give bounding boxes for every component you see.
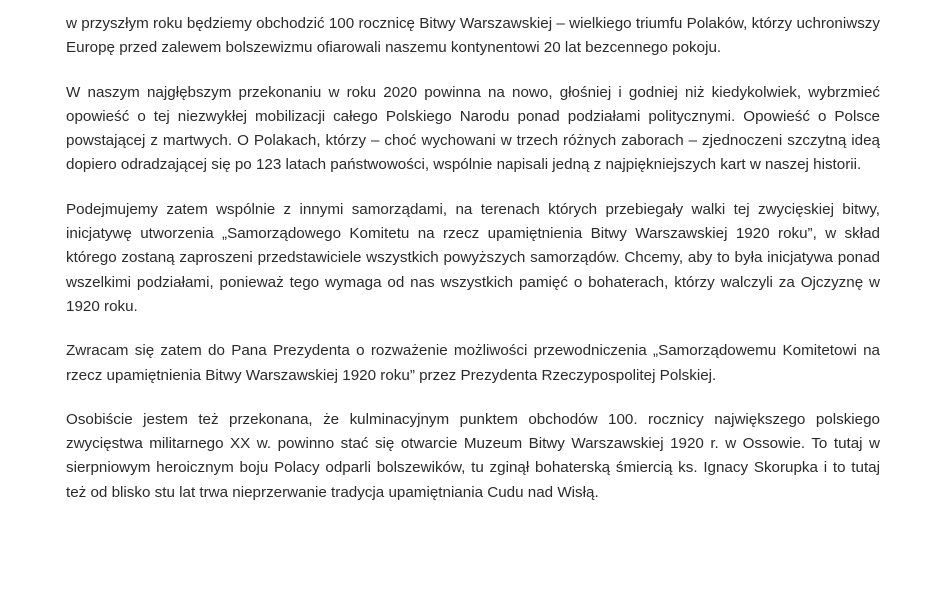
paragraph-museum-ossow: Osobiście jestem też przekonana, że kulminacyjnym punktem obchodów 100. rocznicy największego polskiego zwycięstwa militarnego XX w. powinno stać się otwarcie Muzeum Bitwy Warszawskiej 1920 r. w Ossowie. To tutaj w sierpniowym heroicznym boju Polacy odparli bolszewików, tu zginął bohaterską śmiercią ks. Ignacy Skorupka i to tutaj też od blisko stu lat trwa nieprzerwanie tradycja upamiętniania Cudu nad Wisłą. xyxy=(66,410,880,501)
paragraph-anniversary: w przyszłym roku będziemy obchodzić 100 rocznicę Bitwy Warszawskiej – wielkiego triumfu Polaków, którzy uchroniwszy Europę przed zalewem bolszewizmu ofiarowali naszemu kontynentowi 20 lat bezcennego pokoju. xyxy=(66,15,880,57)
paragraph-committee-initiative: Podejmujemy zatem wspólnie z innymi samorządami, na terenach których przebiegały walki tej zwycięskiej bitwy, inicjatywę utworzenia „Samorządowego Komitetu na rzecz upamiętnienia Bitwy Warszawskiej 1920 roku”, w skład którego zostaną zaproszeni przedstawiciele wszystkich powyższych samorządów. Chcemy, aby to była inicjatywa ponad wszelkimi podziałami, ponieważ tego wymaga od nas wszystkich pamięć o bohaterach, którzy walczyli za Ojczyznę w 1920 roku. xyxy=(66,200,880,315)
paragraph-cut-off xyxy=(66,525,880,539)
paragraph-conviction: W naszym najgłębszym przekonaniu w roku 2020 powinna na nowo, głośniej i godniej niż kiedykolwiek, wybrzmieć opowieść o tej niezwykłej mobilizacji całego Polskiego Narodu ponad podziałami politycznymi. Opowieść o Polsce powstającej z martwych. O Polakach, którzy – choć wychowani w trzech różnych zaborach – zjednoczeni szczytną ideą dopiero odradzającej się po 123 latach państwowości, wspólnie napisali jedną z najpiękniejszych kart w naszej historii. xyxy=(66,83,880,174)
letter-body xyxy=(66,12,880,559)
paragraph-request-president: Zwracam się zatem do Pana Prezydenta o rozważenie możliwości przewodniczenia „Samorządowemu Komitetowi na rzecz upamiętnienia Bitwy Warszawskiej 1920 roku” przez Prezydenta Rzeczypospolitej Polskiej. xyxy=(66,342,880,384)
